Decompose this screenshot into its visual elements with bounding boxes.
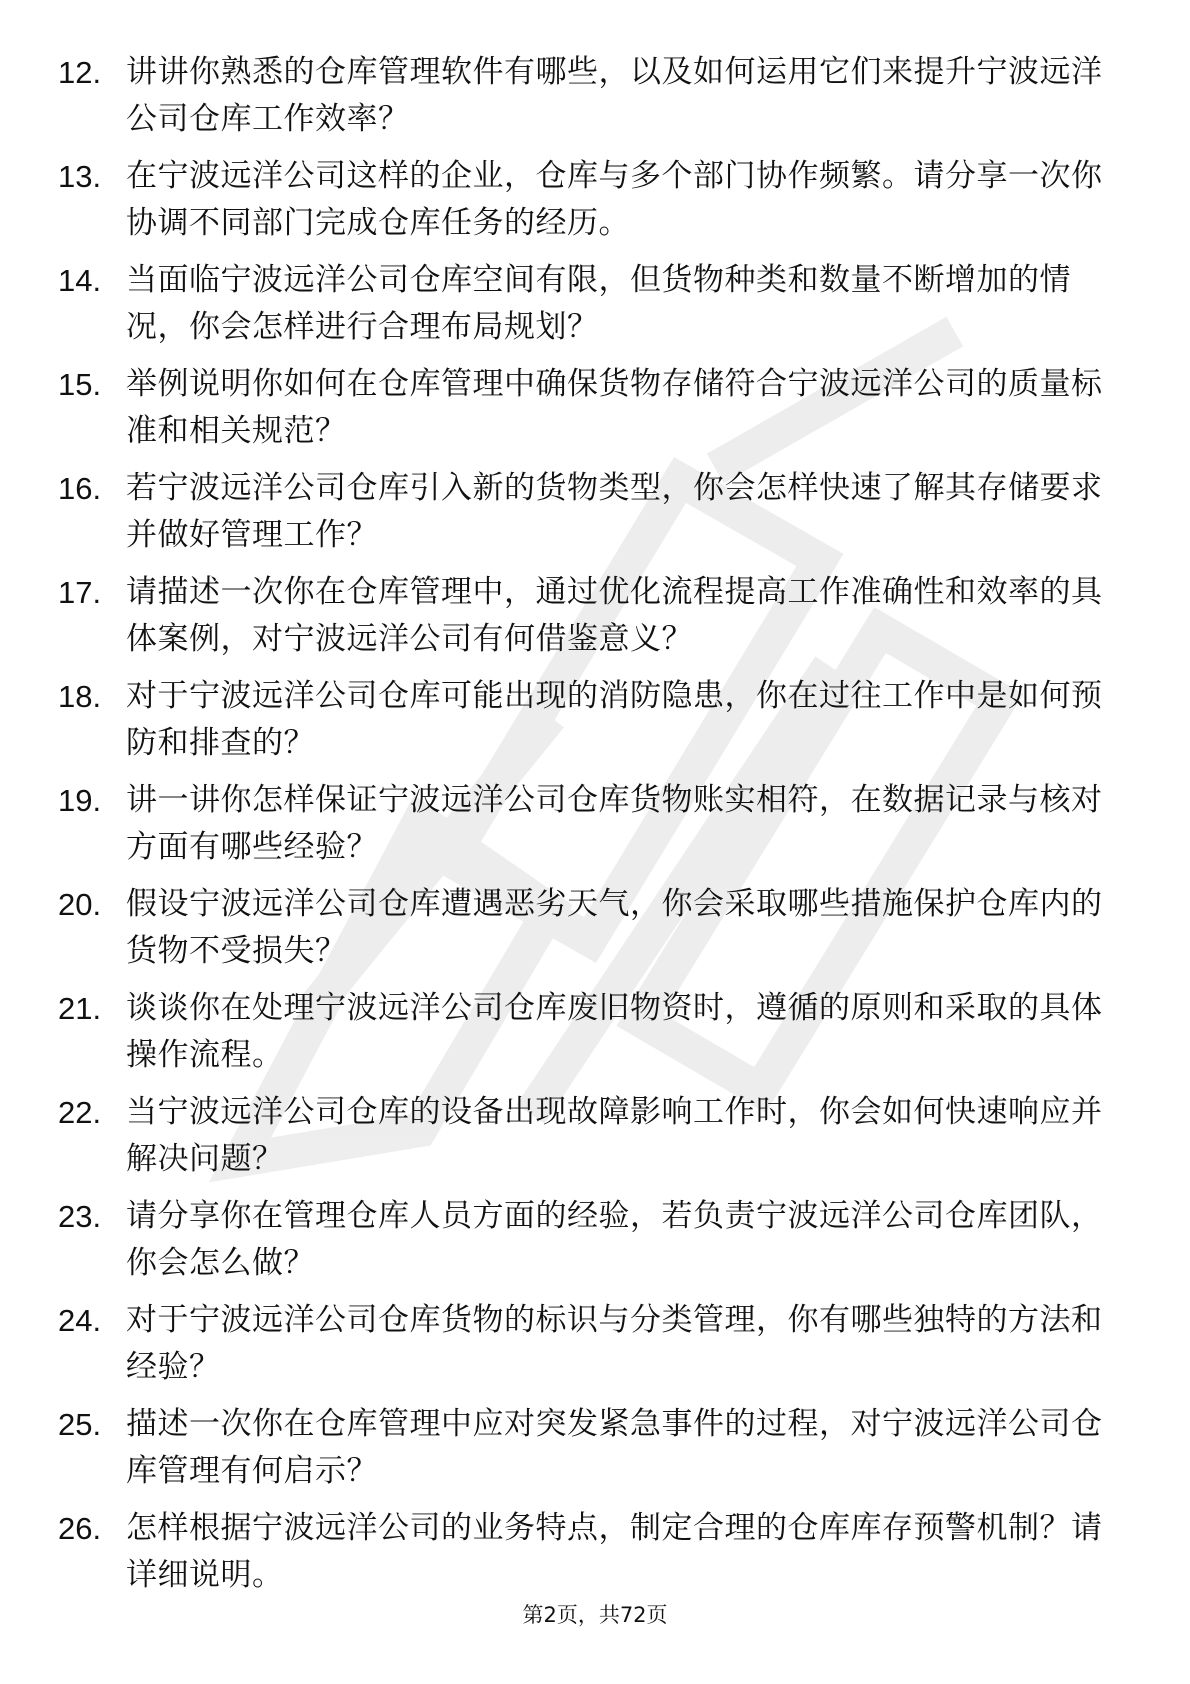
question-number: 16.	[58, 471, 102, 506]
question-text: 谈谈你在处理宁波远洋公司仓库废旧物资时，遵循的原则和采取的具体操作流程。	[126, 990, 1103, 1073]
question-item	[0, 569, 1190, 673]
page-number-label: 第2页，共72页	[522, 1603, 668, 1627]
question-text: 在宁波远洋公司这样的企业，仓库与多个部门协作频繁。请分享一次你协调不同部门完成仓库任务的经历。	[126, 158, 1103, 241]
question-item	[0, 257, 1190, 361]
question-text: 对于宁波远洋公司仓库可能出现的消防隐患，你在过往工作中是如何预防和排查的？	[126, 678, 1103, 761]
question-number: 13.	[58, 159, 102, 194]
question-item	[0, 361, 1190, 465]
question-item	[0, 1193, 1190, 1297]
question-item	[0, 1505, 1190, 1609]
question-text: 对于宁波远洋公司仓库货物的标识与分类管理，你有哪些独特的方法和经验？	[126, 1302, 1103, 1385]
question-number: 25.	[58, 1407, 102, 1442]
question-number: 17.	[58, 575, 102, 610]
question-number: 14.	[58, 263, 102, 298]
question-number: 21.	[58, 991, 102, 1026]
question-text: 请描述一次你在仓库管理中，通过优化流程提高工作准确性和效率的具体案例，对宁波远洋公司有何借鉴意义？	[126, 574, 1103, 657]
question-text: 讲讲你熟悉的仓库管理软件有哪些，以及如何运用它们来提升宁波远洋公司仓库工作效率？	[126, 54, 1103, 137]
question-list	[0, 49, 1190, 1609]
question-number: 26.	[58, 1511, 102, 1546]
question-item	[0, 49, 1190, 153]
question-item	[0, 1297, 1190, 1401]
question-item	[0, 985, 1190, 1089]
question-item	[0, 153, 1190, 257]
question-text: 当宁波远洋公司仓库的设备出现故障影响工作时，你会如何快速响应并解决问题？	[126, 1094, 1103, 1177]
question-text: 描述一次你在仓库管理中应对突发紧急事件的过程，对宁波远洋公司仓库管理有何启示？	[126, 1406, 1103, 1489]
question-text: 假设宁波远洋公司仓库遭遇恶劣天气，你会采取哪些措施保护仓库内的货物不受损失？	[126, 886, 1103, 969]
question-number: 15.	[58, 367, 102, 402]
question-number: 22.	[58, 1095, 102, 1130]
question-text: 若宁波远洋公司仓库引入新的货物类型，你会怎样快速了解其存储要求并做好管理工作？	[126, 470, 1103, 553]
question-number: 23.	[58, 1199, 102, 1234]
question-text: 举例说明你如何在仓库管理中确保货物存储符合宁波远洋公司的质量标准和相关规范？	[126, 366, 1103, 449]
question-item	[0, 465, 1190, 569]
question-item	[0, 881, 1190, 985]
question-number: 24.	[58, 1303, 102, 1338]
question-number: 20.	[58, 887, 102, 922]
question-number: 12.	[58, 55, 102, 90]
question-item	[0, 1089, 1190, 1193]
question-text: 当面临宁波远洋公司仓库空间有限，但货物种类和数量不断增加的情况，你会怎样进行合理布局规划？	[126, 262, 1071, 345]
question-item	[0, 673, 1190, 777]
question-text: 讲一讲你怎样保证宁波远洋公司仓库货物账实相符，在数据记录与核对方面有哪些经验？	[126, 782, 1103, 865]
question-item	[0, 1401, 1190, 1505]
question-text: 请分享你在管理仓库人员方面的经验，若负责宁波远洋公司仓库团队，你会怎么做？	[126, 1198, 1103, 1281]
question-text: 怎样根据宁波远洋公司的业务特点，制定合理的仓库库存预警机制？请详细说明。	[126, 1510, 1103, 1593]
question-number: 18.	[58, 679, 102, 714]
page-footer	[0, 1600, 1190, 1630]
question-number: 19.	[58, 783, 102, 818]
question-item	[0, 777, 1190, 881]
